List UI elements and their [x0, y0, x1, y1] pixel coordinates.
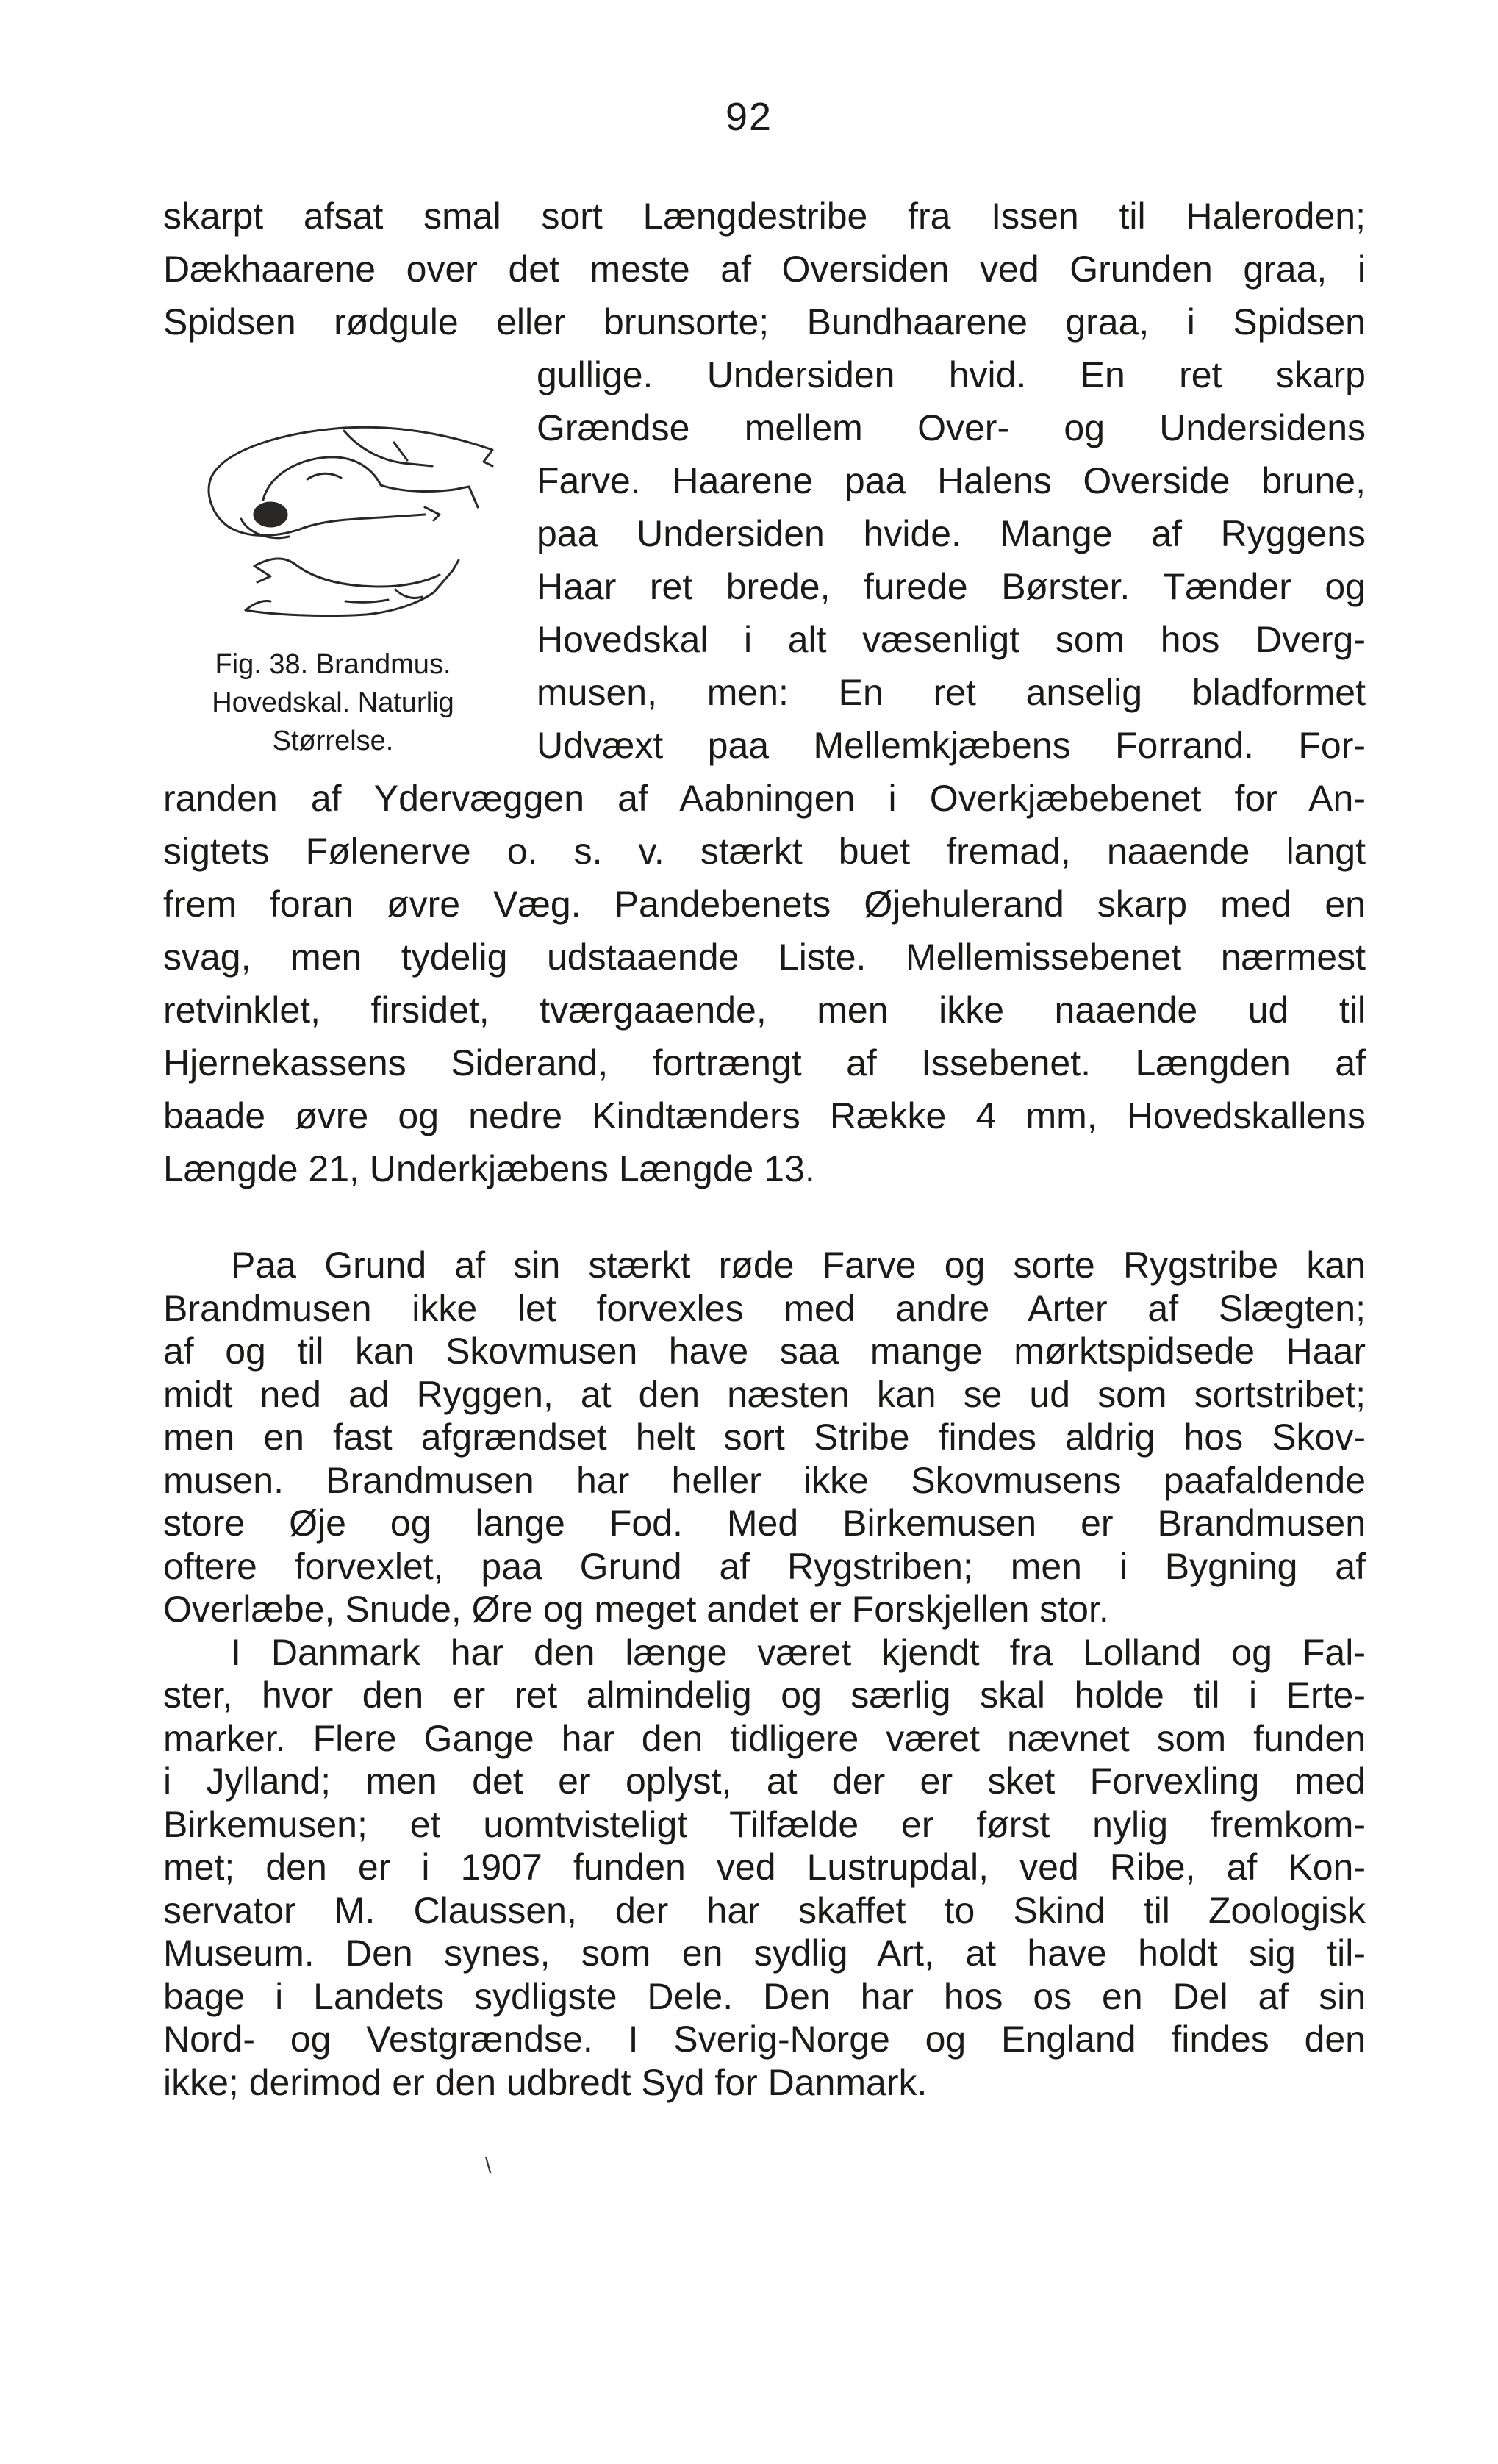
- text-line: Paa Grund af sin stærkt røde Farve og sorte Rygstribe kan: [231, 1244, 1366, 1286]
- text-line: ikke; derimod er den udbredt Syd for Danmark.: [163, 2061, 928, 2103]
- text-line: Nord- og Vestgrændse. I Sverig-Norge og England findes den: [163, 2019, 1366, 2060]
- text-line: men en fast afgrændset helt sort Stribe findes aldrig hos Skov-: [163, 1417, 1366, 1458]
- text-line: baade øvre og nedre Kindtænders Række 4 mm, Hovedskallens: [163, 1095, 1366, 1136]
- text-line: met; den er i 1907 funden ved Lustrupdal, ved Ribe, af Kon-: [163, 1847, 1366, 1888]
- text-line: svag, men tydelig udstaaende Liste. Mellemissebenet nærmest: [163, 936, 1366, 978]
- text-line: Dækhaarene over det meste af Oversiden ved Grunden graa, i: [163, 248, 1366, 290]
- text-line: gullige. Undersiden hvid. En ret skarp: [537, 354, 1366, 395]
- figure-caption: [160, 645, 506, 760]
- text-line: Birkemusen; et uomtvisteligt Tilfælde er først nylig fremkom-: [163, 1803, 1366, 1845]
- caption-line: Hovedskal. Naturlig: [212, 687, 454, 718]
- text-line: Haar ret brede, furede Børster. Tænder og: [537, 566, 1366, 607]
- text-line: oftere forvexlet, paa Grund af Rygstriben; men i Bygning af: [163, 1545, 1366, 1587]
- text-line: af og til kan Skovmusen have saa mange mørktspidsede Haar: [163, 1331, 1366, 1372]
- paragraph-wrapped: [537, 348, 1366, 772]
- text-line: Længde 21, Underkjæbens Længde 13.: [163, 1148, 815, 1189]
- text-line: Hovedskal i alt væsenligt som hos Dverg-: [537, 619, 1366, 660]
- caption-line: Fig. 38. Brandmus.: [215, 649, 451, 680]
- text-line: bage i Landets sydligste Dele. Den har hos os en Del af sin: [163, 1975, 1366, 2017]
- text-line: Hjernekassens Siderand, fortrængt af Issebenet. Længden af: [163, 1042, 1366, 1084]
- text-line: Farve. Haarene paa Halens Overside brune,: [537, 460, 1366, 501]
- text-line: servator M. Claussen, der har skaffet to Skind til Zoologisk: [163, 1889, 1366, 1931]
- printer-mark: \: [485, 2154, 492, 2178]
- text-line: Udvæxt paa Mellemkjæbens Forrand. For-: [537, 725, 1366, 766]
- text-line: musen, men: En ret anselig bladformet: [537, 672, 1366, 713]
- skull-figure: [160, 390, 506, 779]
- text-line: Grændse mellem Over- og Undersidens: [537, 407, 1366, 448]
- text-line: sigtets Følenerve o. s. v. stærkt buet fremad, naaende langt: [163, 831, 1366, 872]
- text-line: midt ned ad Ryggen, at den næsten kan se ud som sortstribet;: [163, 1373, 1366, 1415]
- text-line: Brandmusen ikke let forvexles med andre Arter af Slægten;: [163, 1287, 1366, 1329]
- caption-line: Størrelse.: [272, 726, 394, 756]
- text-line: I Danmark har den længe været kjendt fra Lolland og Fal-: [231, 1631, 1366, 1673]
- skull-illustration: [160, 390, 506, 640]
- text-line: store Øje og lange Fod. Med Birkemusen er Brandmusen: [163, 1503, 1366, 1544]
- text-line: Museum. Den synes, som en sydlig Art, at have holdt sig til-: [163, 1933, 1366, 1974]
- text-line: frem foran øvre Væg. Pandebenets Øjehulerand skarp med en: [163, 884, 1366, 925]
- paragraph-top: [163, 190, 1366, 348]
- text-line: Overlæbe, Snude, Øre og meget andet er Forskjellen stor.: [163, 1589, 1109, 1630]
- paragraph-comparison-distribution: [163, 1244, 1366, 2104]
- text-line: ster, hvor den er ret almindelig og særlig skal holde til i Erte-: [163, 1675, 1366, 1716]
- text-line: retvinklet, firsidet, tværgaaende, men ikke naaende ud til: [163, 989, 1366, 1031]
- paragraph-description: [163, 772, 1366, 1195]
- text-line: marker. Flere Gange har den tidligere været nævnet som funden: [163, 1717, 1366, 1759]
- text-line: Spidsen rødgule eller brunsorte; Bundhaarene graa, i Spidsen: [163, 301, 1366, 343]
- text-line: paa Undersiden hvide. Mange af Ryggens: [537, 513, 1366, 554]
- page-number: 92: [725, 95, 773, 139]
- text-line: randen af Ydervæggen af Aabningen i Overkjæbebenet for An-: [163, 778, 1366, 819]
- text-line: i Jylland; men det er oplyst, at der er sket Forvexling med: [163, 1761, 1366, 1802]
- text-line: musen. Brandmusen har heller ikke Skovmusens paafaldende: [163, 1459, 1366, 1501]
- text-line: skarpt afsat smal sort Længdestribe fra Issen til Haleroden;: [163, 196, 1366, 237]
